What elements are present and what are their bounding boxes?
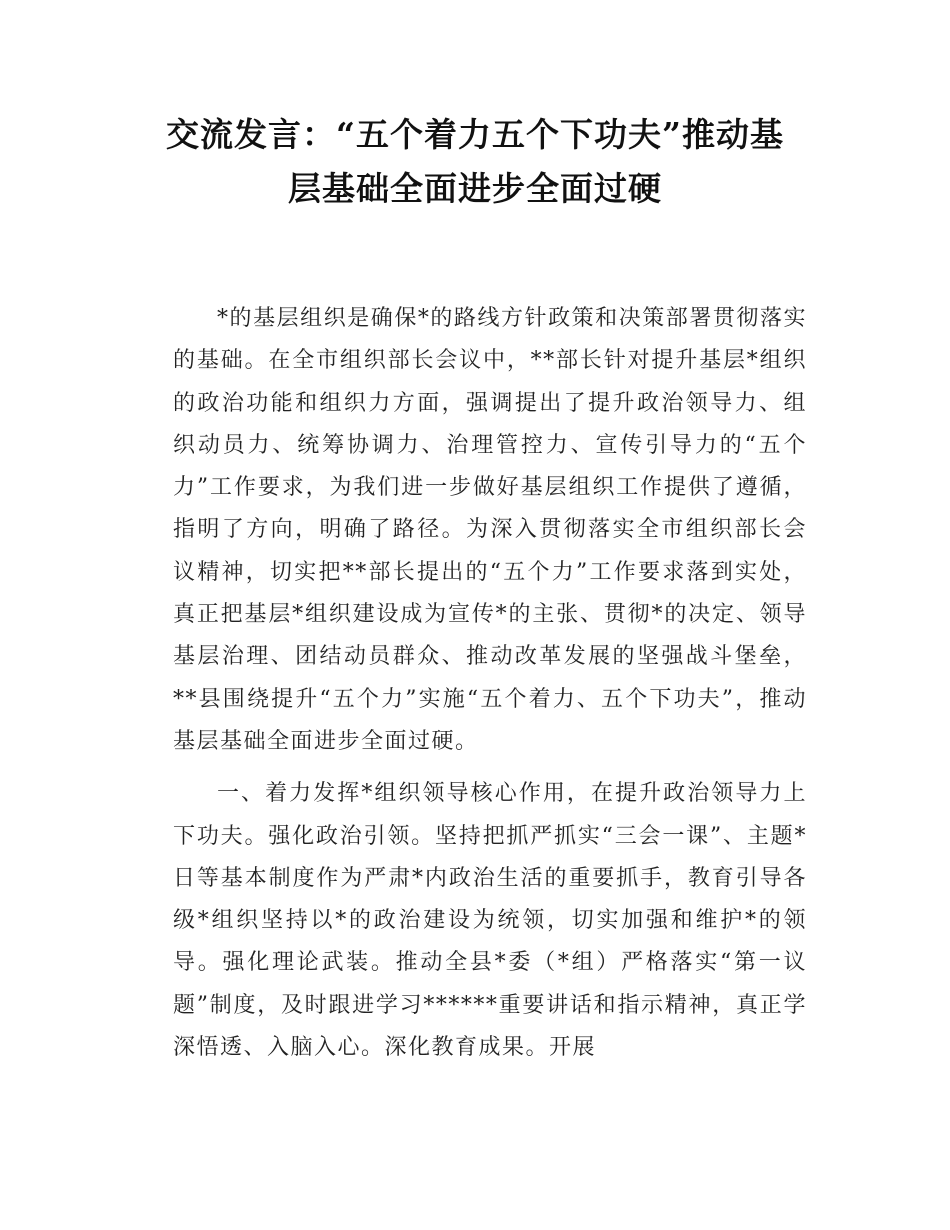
document-title — [140, 108, 810, 216]
title-line-1: 交流发言：“五个着力五个下功夫”推动基 — [166, 115, 784, 154]
paragraph-section-one: 一、着力发挥*组织领导核心作用，在提升政治领导力上下功夫。强化政治引领。坚持把抓严抓实“三会一课”、主题*日等基本制度作为严肃*内政治生活的重要抓手，教育引导各级*组织坚持以*的政治建设为统领，切实加强和维护*的领导。强化理论武装。推动全县*委（*组）严格落实“第一议题”制度，及时跟进学习******重要讲话和指示精神，真正学深悟透、入脑入心。深化教育成果。开展 — [173, 781, 807, 1061]
document-body — [173, 298, 807, 1079]
paragraph-intro: *的基层组织是确保*的路线方针政策和决策部署贯彻落实的基础。在全市组织部长会议中，**部长针对提升基层*组织的政治功能和组织力方面，强调提出了提升政治领导力、组织动员力、统筹协调力、治理管控力、宣传引导力的“五个力”工作要求，为我们进一步做好基层组织工作提供了遵循，指明了方向，明确了路径。为深入贯彻落实全市组织部长会议精神，切实把**部长提出的“五个力”工作要求落到实处，真正把基层*组织建设成为宣传*的主张、贯彻*的决定、领导基层治理、团结动员群众、推动改革发展的坚强战斗堡垒，**县围绕提升“五个力”实施“五个着力、五个下功夫”，推动基层基础全面进步全面过硬。 — [173, 306, 807, 754]
title-line-2: 层基础全面进步全面过硬 — [288, 169, 662, 208]
